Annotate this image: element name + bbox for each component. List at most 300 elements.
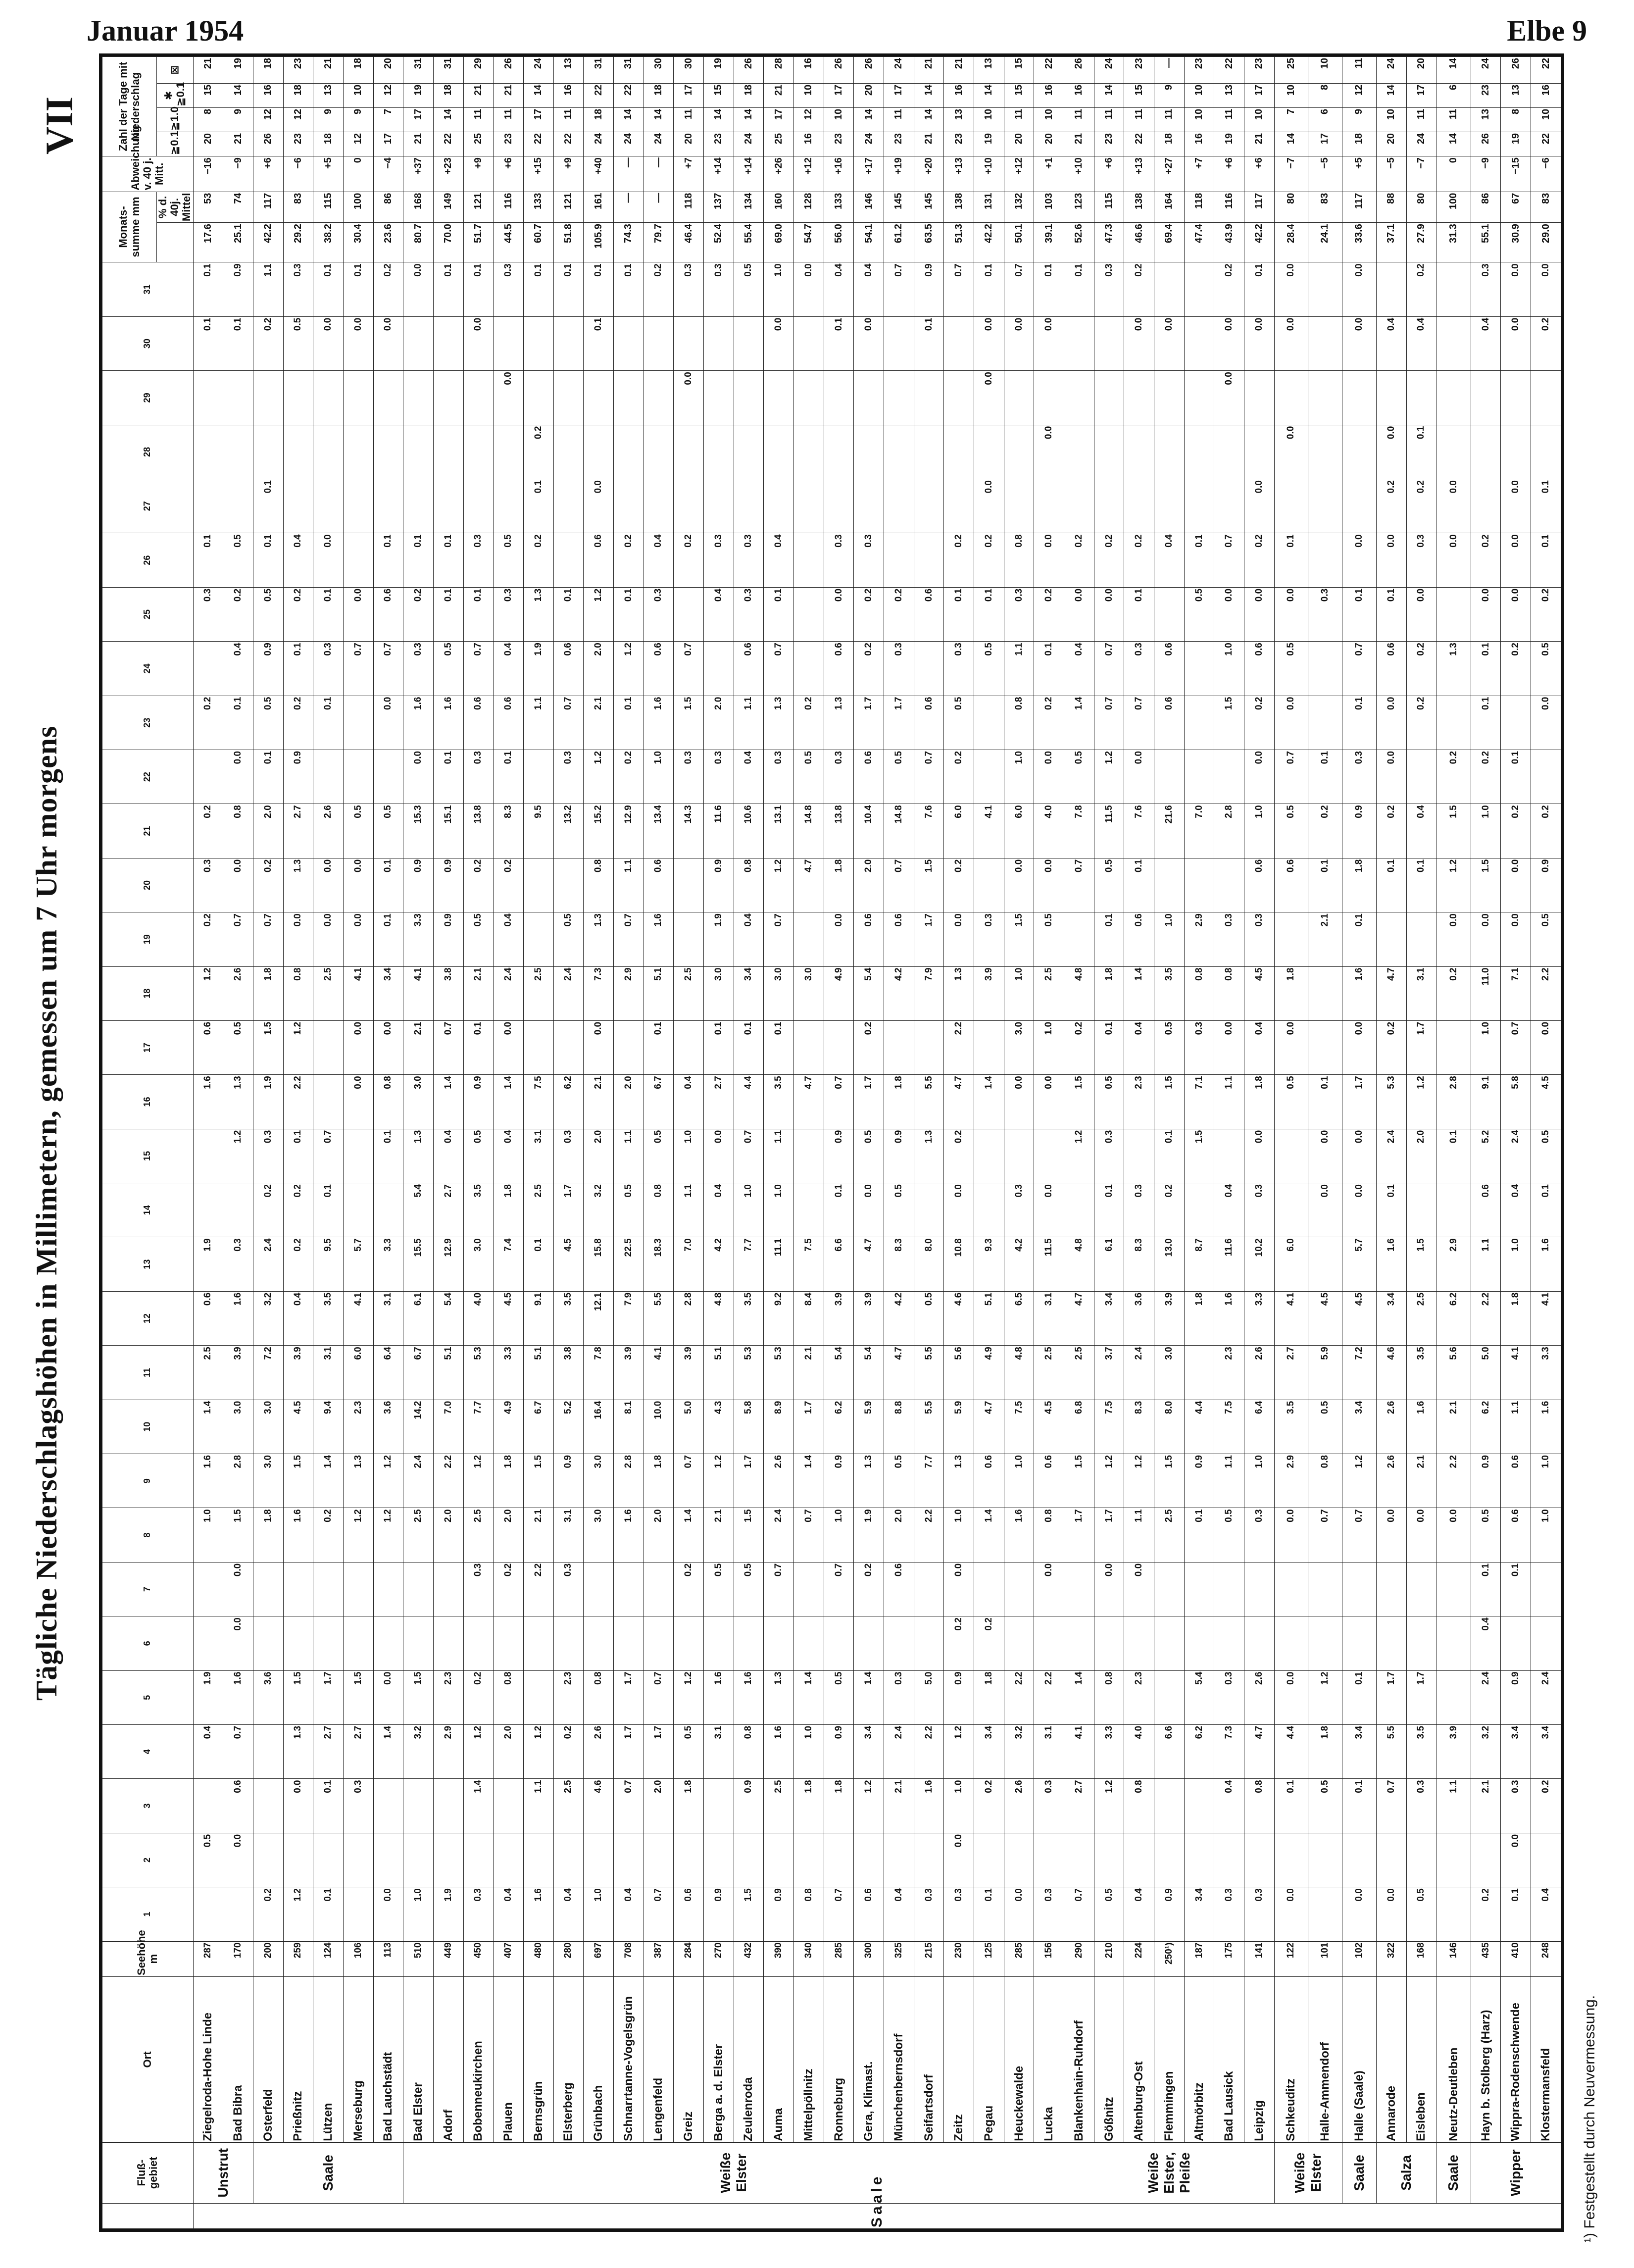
daily-precipitation xyxy=(734,1833,764,1887)
daily-precipitation: 1.1 xyxy=(1124,1508,1154,1562)
percent-of-mean: 80 xyxy=(1406,192,1436,223)
days-count: 21 xyxy=(193,57,223,84)
header-sum-unit xyxy=(157,223,194,262)
days-count: 12 xyxy=(373,83,403,107)
daily-precipitation xyxy=(193,1183,223,1237)
daily-precipitation: 0.2 xyxy=(1501,642,1531,696)
daily-precipitation: 1.2 xyxy=(223,1129,253,1183)
days-count: 24 xyxy=(884,57,914,84)
header-pct: % d. 40j. Mittel xyxy=(157,192,194,223)
daily-precipitation: 6.8 xyxy=(1064,1400,1094,1454)
river-subbasin: Weiße Elster xyxy=(1274,2142,1342,2203)
daily-precipitation: 5.9 xyxy=(1308,1346,1342,1400)
deviation-from-mean: +6 xyxy=(253,156,283,192)
daily-precipitation: 4.9 xyxy=(494,1400,524,1454)
daily-precipitation xyxy=(1184,696,1214,750)
daily-precipitation: 0.7 xyxy=(914,750,944,804)
daily-precipitation: 1.7 xyxy=(734,1454,764,1508)
days-count: 19 xyxy=(223,57,253,84)
daily-precipitation: 0.1 xyxy=(1244,262,1275,316)
days-count: 11 xyxy=(884,107,914,132)
daily-precipitation: 0.5 xyxy=(1531,1129,1561,1183)
daily-precipitation: 0.0 xyxy=(1531,262,1561,316)
daily-precipitation: 7.1 xyxy=(1501,966,1531,1020)
daily-precipitation: 0.7 xyxy=(313,1129,344,1183)
daily-precipitation: 0.7 xyxy=(1308,1508,1342,1562)
days-count: 18 xyxy=(283,83,313,107)
daily-precipitation: 0.0 xyxy=(1501,858,1531,912)
days-count: 16 xyxy=(253,83,283,107)
daily-precipitation xyxy=(1214,858,1244,912)
daily-precipitation: 0.9 xyxy=(914,262,944,316)
daily-precipitation: 1.2 xyxy=(674,1670,704,1724)
daily-precipitation: 0.1 xyxy=(1376,858,1406,912)
daily-precipitation: 0.0 xyxy=(794,262,824,316)
days-count: 14 xyxy=(1436,57,1471,84)
daily-precipitation xyxy=(553,1833,584,1887)
daily-precipitation: 0.5 xyxy=(1531,642,1561,696)
daily-precipitation: 1.1 xyxy=(734,696,764,750)
daily-precipitation: 0.1 xyxy=(283,642,313,696)
daily-precipitation xyxy=(794,316,824,370)
daily-precipitation xyxy=(764,1616,794,1670)
daily-precipitation xyxy=(433,371,463,425)
percent-of-mean: 80 xyxy=(1274,192,1308,223)
daily-precipitation: 6.6 xyxy=(1154,1724,1185,1778)
days-count: 23 xyxy=(703,132,734,156)
daily-precipitation: 0.1 xyxy=(1094,912,1124,966)
daily-precipitation: 1.4 xyxy=(1064,1670,1094,1724)
deviation-from-mean: +6 xyxy=(1094,156,1124,192)
daily-precipitation: 0.9 xyxy=(403,858,434,912)
table-row xyxy=(734,57,764,2229)
daily-precipitation: 0.2 xyxy=(1406,696,1436,750)
daily-precipitation xyxy=(1436,1020,1471,1074)
days-count: 17 xyxy=(674,83,704,107)
daily-precipitation: 0.7 xyxy=(884,858,914,912)
days-count: 19 xyxy=(1501,132,1531,156)
daily-precipitation: 0.4 xyxy=(703,587,734,641)
daily-precipitation: 0.2 xyxy=(1471,750,1501,804)
daily-precipitation: 0.0 xyxy=(1376,696,1406,750)
station-elevation: 300 xyxy=(854,1941,884,1976)
daily-precipitation xyxy=(734,1616,764,1670)
daily-precipitation: 1.3 xyxy=(914,1129,944,1183)
daily-precipitation: 1.7 xyxy=(1342,1075,1376,1129)
percent-of-mean: 116 xyxy=(1214,192,1244,223)
daily-precipitation: 4.7 xyxy=(944,1075,974,1129)
daily-precipitation: 0.8 xyxy=(1094,1670,1124,1724)
daily-precipitation xyxy=(824,371,854,425)
percent-of-mean: 160 xyxy=(764,192,794,223)
daily-precipitation: 2.1 xyxy=(1436,1400,1471,1454)
daily-precipitation: 0.3 xyxy=(764,750,794,804)
daily-precipitation: 0.1 xyxy=(1064,262,1094,316)
daily-precipitation xyxy=(1376,912,1406,966)
daily-precipitation xyxy=(914,1616,944,1670)
daily-precipitation: 0.1 xyxy=(523,262,553,316)
daily-precipitation: 15.3 xyxy=(403,804,434,858)
daily-precipitation: 8.3 xyxy=(884,1237,914,1291)
daily-precipitation: 2.6 xyxy=(1244,1346,1275,1400)
daily-precipitation: 0.0 xyxy=(1034,1075,1064,1129)
daily-precipitation: 1.2 xyxy=(1094,1454,1124,1508)
daily-precipitation: 0.0 xyxy=(1531,1020,1561,1074)
daily-precipitation: 3.1 xyxy=(703,1724,734,1778)
daily-precipitation: 0.5 xyxy=(613,1183,644,1237)
table-row xyxy=(703,57,734,2229)
days-count: 12 xyxy=(253,107,283,132)
daily-precipitation: 4.4 xyxy=(1274,1724,1308,1778)
daily-precipitation: 3.8 xyxy=(553,1346,584,1400)
percent-of-mean: 86 xyxy=(373,192,403,223)
daily-precipitation: 4.7 xyxy=(1244,1724,1275,1778)
monthly-sum: 31.3 xyxy=(1436,223,1471,262)
table-row xyxy=(1501,57,1531,2229)
daily-precipitation: 9.5 xyxy=(313,1237,344,1291)
days-count: 13 xyxy=(1501,83,1531,107)
daily-precipitation xyxy=(1244,371,1275,425)
daily-precipitation: 7.2 xyxy=(253,1346,283,1400)
daily-precipitation xyxy=(703,371,734,425)
daily-precipitation: 0.8 xyxy=(1124,1779,1154,1833)
daily-precipitation xyxy=(1004,479,1034,533)
daily-precipitation: 0.5 xyxy=(1308,1779,1342,1833)
daily-precipitation: 1.7 xyxy=(854,1075,884,1129)
daily-precipitation: 5.0 xyxy=(674,1400,704,1454)
daily-precipitation: 1.3 xyxy=(283,1724,313,1778)
daily-precipitation: 0.4 xyxy=(494,1887,524,1941)
daily-precipitation: 15.1 xyxy=(433,804,463,858)
daily-precipitation xyxy=(343,1833,373,1887)
days-count: 22 xyxy=(584,83,614,107)
daily-precipitation: 0.1 xyxy=(1376,1183,1406,1237)
daily-precipitation xyxy=(1034,1129,1064,1183)
daily-precipitation xyxy=(794,912,824,966)
daily-precipitation: 1.5 xyxy=(403,1670,434,1724)
monthly-sum: 27.9 xyxy=(1406,223,1436,262)
daily-precipitation xyxy=(1124,425,1154,479)
daily-precipitation: 0.6 xyxy=(494,696,524,750)
monthly-sum: 51.7 xyxy=(463,223,494,262)
daily-precipitation: 1.7 xyxy=(553,1183,584,1237)
daily-precipitation: 7.5 xyxy=(1094,1400,1124,1454)
daily-precipitation: 0.1 xyxy=(433,750,463,804)
daily-precipitation: 0.2 xyxy=(1531,316,1561,370)
deviation-from-mean: −9 xyxy=(223,156,253,192)
daily-precipitation: 0.7 xyxy=(343,642,373,696)
daily-precipitation: 0.3 xyxy=(553,1562,584,1616)
daily-precipitation xyxy=(584,1616,614,1670)
daily-precipitation: 0.7 xyxy=(1501,1020,1531,1074)
daily-precipitation xyxy=(403,1833,434,1887)
daily-precipitation: 2.7 xyxy=(343,1724,373,1778)
daily-precipitation xyxy=(1308,1020,1342,1074)
daily-precipitation: 0.2 xyxy=(223,587,253,641)
daily-precipitation xyxy=(674,316,704,370)
daily-precipitation: 0.2 xyxy=(1531,1779,1561,1833)
daily-precipitation: 0.7 xyxy=(463,642,494,696)
daily-precipitation: 0.2 xyxy=(1064,1020,1094,1074)
daily-precipitation: 0.6 xyxy=(193,1291,223,1345)
daily-precipitation: 0.5 xyxy=(674,1724,704,1778)
daily-precipitation xyxy=(794,1833,824,1887)
daily-precipitation: 1.2 xyxy=(343,1508,373,1562)
daily-precipitation: 0.0 xyxy=(703,1129,734,1183)
daily-precipitation xyxy=(523,858,553,912)
header-day: 19 xyxy=(102,912,194,966)
daily-precipitation xyxy=(974,1562,1004,1616)
percent-of-mean: 149 xyxy=(433,192,463,223)
daily-precipitation xyxy=(223,371,253,425)
daily-precipitation: 1.6 xyxy=(1531,1237,1561,1291)
daily-precipitation: 7.5 xyxy=(1214,1400,1244,1454)
days-count: 31 xyxy=(403,57,434,84)
daily-precipitation: 0.3 xyxy=(944,642,974,696)
daily-precipitation xyxy=(373,1562,403,1616)
daily-precipitation xyxy=(1064,1562,1094,1616)
daily-precipitation: 1.5 xyxy=(914,858,944,912)
days-count: 22 xyxy=(613,83,644,107)
days-count: 21 xyxy=(223,132,253,156)
daily-precipitation: 2.3 xyxy=(343,1400,373,1454)
days-count: 13 xyxy=(1471,107,1501,132)
daily-precipitation: 0.6 xyxy=(884,912,914,966)
table-row xyxy=(494,57,524,2229)
daily-precipitation: 0.3 xyxy=(463,1887,494,1941)
header-day: 14 xyxy=(102,1183,194,1237)
daily-precipitation: 5.3 xyxy=(463,1346,494,1400)
daily-precipitation: 0.8 xyxy=(734,858,764,912)
percent-of-mean: 83 xyxy=(1531,192,1561,223)
header-ort: Ort xyxy=(102,1976,194,2142)
daily-precipitation xyxy=(914,1562,944,1616)
daily-precipitation xyxy=(1184,479,1214,533)
table-row xyxy=(523,57,553,2229)
daily-precipitation: 0.3 xyxy=(1004,587,1034,641)
daily-precipitation: 0.0 xyxy=(1034,316,1064,370)
percent-of-mean: 115 xyxy=(313,192,344,223)
daily-precipitation: 1.0 xyxy=(1004,1454,1034,1508)
header-day: 23 xyxy=(102,696,194,750)
daily-precipitation: 0.1 xyxy=(433,262,463,316)
daily-precipitation: 0.0 xyxy=(1436,479,1471,533)
daily-precipitation: 4.1 xyxy=(343,1291,373,1345)
header-day: 1 xyxy=(102,1887,194,1941)
daily-precipitation: 0.3 xyxy=(283,262,313,316)
daily-precipitation: 0.3 xyxy=(1471,262,1501,316)
monthly-sum: 80.7 xyxy=(403,223,434,262)
daily-precipitation: 1.7 xyxy=(884,696,914,750)
section-number: VII xyxy=(38,97,81,155)
daily-precipitation xyxy=(313,371,344,425)
days-count: 19 xyxy=(974,132,1004,156)
daily-precipitation: 0.0 xyxy=(1501,533,1531,587)
daily-precipitation xyxy=(1308,966,1342,1020)
daily-precipitation xyxy=(1094,316,1124,370)
deviation-from-mean: −5 xyxy=(1308,156,1342,192)
daily-precipitation: 4.5 xyxy=(1342,1291,1376,1345)
header-day: 20 xyxy=(102,858,194,912)
header-seehoehe: Seehöhe m xyxy=(102,1941,194,1976)
monthly-sum: 61.2 xyxy=(884,223,914,262)
daily-precipitation xyxy=(1274,1183,1308,1237)
station-name: Halle-Ammendorf xyxy=(1308,1976,1342,2142)
header-day: 28 xyxy=(102,425,194,479)
daily-precipitation: 0.0 xyxy=(1034,750,1064,804)
days-count: 18 xyxy=(1342,132,1376,156)
daily-precipitation: 0.1 xyxy=(494,750,524,804)
daily-precipitation: 2.6 xyxy=(1376,1400,1406,1454)
daily-precipitation xyxy=(674,1616,704,1670)
daily-precipitation: 0.1 xyxy=(1501,1562,1531,1616)
station-elevation: 175 xyxy=(1214,1941,1244,1976)
daily-precipitation: 0.4 xyxy=(1376,316,1406,370)
daily-precipitation: 1.4 xyxy=(974,1508,1004,1562)
daily-precipitation: 0.4 xyxy=(1154,533,1185,587)
daily-precipitation xyxy=(1501,371,1531,425)
daily-precipitation: 0.0 xyxy=(1124,750,1154,804)
daily-precipitation: 0.0 xyxy=(1531,696,1561,750)
daily-precipitation xyxy=(824,425,854,479)
daily-precipitation: 0.2 xyxy=(674,1562,704,1616)
daily-precipitation: 3.9 xyxy=(223,1346,253,1400)
daily-precipitation: 8.3 xyxy=(1124,1237,1154,1291)
daily-precipitation xyxy=(703,479,734,533)
daily-precipitation: 3.4 xyxy=(1376,1291,1406,1345)
daily-precipitation xyxy=(1154,1833,1185,1887)
daily-precipitation: 0.0 xyxy=(1034,533,1064,587)
percent-of-mean: 146 xyxy=(854,192,884,223)
daily-precipitation: 0.0 xyxy=(1376,425,1406,479)
daily-precipitation: 2.0 xyxy=(433,1508,463,1562)
daily-precipitation: 0.2 xyxy=(884,587,914,641)
daily-precipitation: 0.0 xyxy=(343,858,373,912)
daily-precipitation: 0.1 xyxy=(1154,1129,1185,1183)
days-count: 10 xyxy=(1274,83,1308,107)
daily-precipitation: 5.6 xyxy=(1436,1346,1471,1400)
daily-precipitation: 1.9 xyxy=(703,912,734,966)
daily-precipitation: 0.1 xyxy=(283,1129,313,1183)
header-count-c2: ≧1.0 xyxy=(157,107,194,132)
daily-precipitation: 0.9 xyxy=(1501,1670,1531,1724)
daily-precipitation: 0.4 xyxy=(1471,1616,1501,1670)
daily-precipitation xyxy=(734,479,764,533)
daily-precipitation: 0.2 xyxy=(794,696,824,750)
daily-precipitation: 0.9 xyxy=(944,1670,974,1724)
daily-precipitation: 2.7 xyxy=(703,1075,734,1129)
daily-precipitation: 2.7 xyxy=(433,1183,463,1237)
daily-precipitation: 2.7 xyxy=(313,1724,344,1778)
days-count: 23 xyxy=(824,132,854,156)
daily-precipitation: 4.4 xyxy=(734,1075,764,1129)
daily-precipitation: 4.1 xyxy=(403,966,434,1020)
daily-precipitation xyxy=(1376,1833,1406,1887)
daily-precipitation: 1.1 xyxy=(1004,642,1034,696)
daily-precipitation xyxy=(193,425,223,479)
daily-precipitation xyxy=(1184,750,1214,804)
daily-precipitation: 0.9 xyxy=(223,262,253,316)
station-elevation: 697 xyxy=(584,1941,614,1976)
table-row xyxy=(433,57,463,2229)
daily-precipitation: 2.1 xyxy=(794,1346,824,1400)
station-name: Eisleben xyxy=(1406,1976,1436,2142)
daily-precipitation: 0.0 xyxy=(1034,1562,1064,1616)
daily-precipitation: 3.2 xyxy=(1471,1724,1501,1778)
days-count: 11 xyxy=(1342,57,1376,84)
daily-precipitation: 0.3 xyxy=(494,262,524,316)
daily-precipitation: 1.1 xyxy=(613,858,644,912)
daily-precipitation: 5.8 xyxy=(1501,1075,1531,1129)
daily-precipitation: 2.4 xyxy=(1531,1670,1561,1724)
station-name: Münchenbernsdorf xyxy=(884,1976,914,2142)
daily-precipitation: 0.0 xyxy=(1274,1670,1308,1724)
daily-precipitation: 0.0 xyxy=(403,750,434,804)
daily-precipitation: 0.8 xyxy=(223,804,253,858)
daily-precipitation: 1.2 xyxy=(373,1508,403,1562)
days-count: 22 xyxy=(433,132,463,156)
rotated-table-container xyxy=(102,56,1561,2229)
daily-precipitation: 1.4 xyxy=(1064,696,1094,750)
daily-precipitation: 0.8 xyxy=(644,1183,674,1237)
daily-precipitation xyxy=(1214,750,1244,804)
table-row xyxy=(1471,57,1501,2229)
days-count: 16 xyxy=(794,132,824,156)
daily-precipitation: 1.2 xyxy=(463,1724,494,1778)
days-count: 18 xyxy=(343,57,373,84)
daily-precipitation: 0.3 xyxy=(703,750,734,804)
daily-precipitation: 0.5 xyxy=(1094,1887,1124,1941)
daily-precipitation: 0.3 xyxy=(463,533,494,587)
station-elevation: 387 xyxy=(644,1941,674,1976)
daily-precipitation: 0.1 xyxy=(644,1020,674,1074)
daily-precipitation xyxy=(824,479,854,533)
daily-precipitation: 0.1 xyxy=(313,696,344,750)
river-system-saale: Saale xyxy=(193,2203,1561,2228)
days-count: 11 xyxy=(463,107,494,132)
daily-precipitation: 1.8 xyxy=(494,1454,524,1508)
monthly-sum: 47.4 xyxy=(1184,223,1214,262)
daily-precipitation: 14.2 xyxy=(403,1400,434,1454)
daily-precipitation xyxy=(974,1129,1004,1183)
daily-precipitation: 0.0 xyxy=(1094,587,1124,641)
station-name: Ronneburg xyxy=(824,1976,854,2142)
daily-precipitation: 7.9 xyxy=(613,1291,644,1345)
daily-precipitation xyxy=(1004,1562,1034,1616)
daily-precipitation: 7.7 xyxy=(914,1454,944,1508)
daily-precipitation: 0.5 xyxy=(253,587,283,641)
daily-precipitation: 1.3 xyxy=(764,696,794,750)
daily-precipitation: 0.0 xyxy=(1501,316,1531,370)
days-count: 11 xyxy=(1154,107,1185,132)
header-page: Elbe 9 xyxy=(1507,14,1587,47)
daily-precipitation: 6.4 xyxy=(1244,1400,1275,1454)
daily-precipitation: 0.4 xyxy=(433,1129,463,1183)
monthly-sum: 51.8 xyxy=(553,223,584,262)
percent-of-mean: 100 xyxy=(1436,192,1471,223)
daily-precipitation: 1.7 xyxy=(914,912,944,966)
daily-precipitation: 3.9 xyxy=(674,1346,704,1400)
daily-precipitation: 0.8 xyxy=(584,1670,614,1724)
days-count: 26 xyxy=(1501,57,1531,84)
daily-precipitation xyxy=(1342,479,1376,533)
daily-precipitation: 0.1 xyxy=(1342,1779,1376,1833)
daily-precipitation: 1.1 xyxy=(1501,1400,1531,1454)
daily-precipitation: 0.2 xyxy=(854,1562,884,1616)
daily-precipitation xyxy=(1064,1833,1094,1887)
daily-precipitation: 0.2 xyxy=(1124,533,1154,587)
daily-precipitation: 10.0 xyxy=(644,1400,674,1454)
